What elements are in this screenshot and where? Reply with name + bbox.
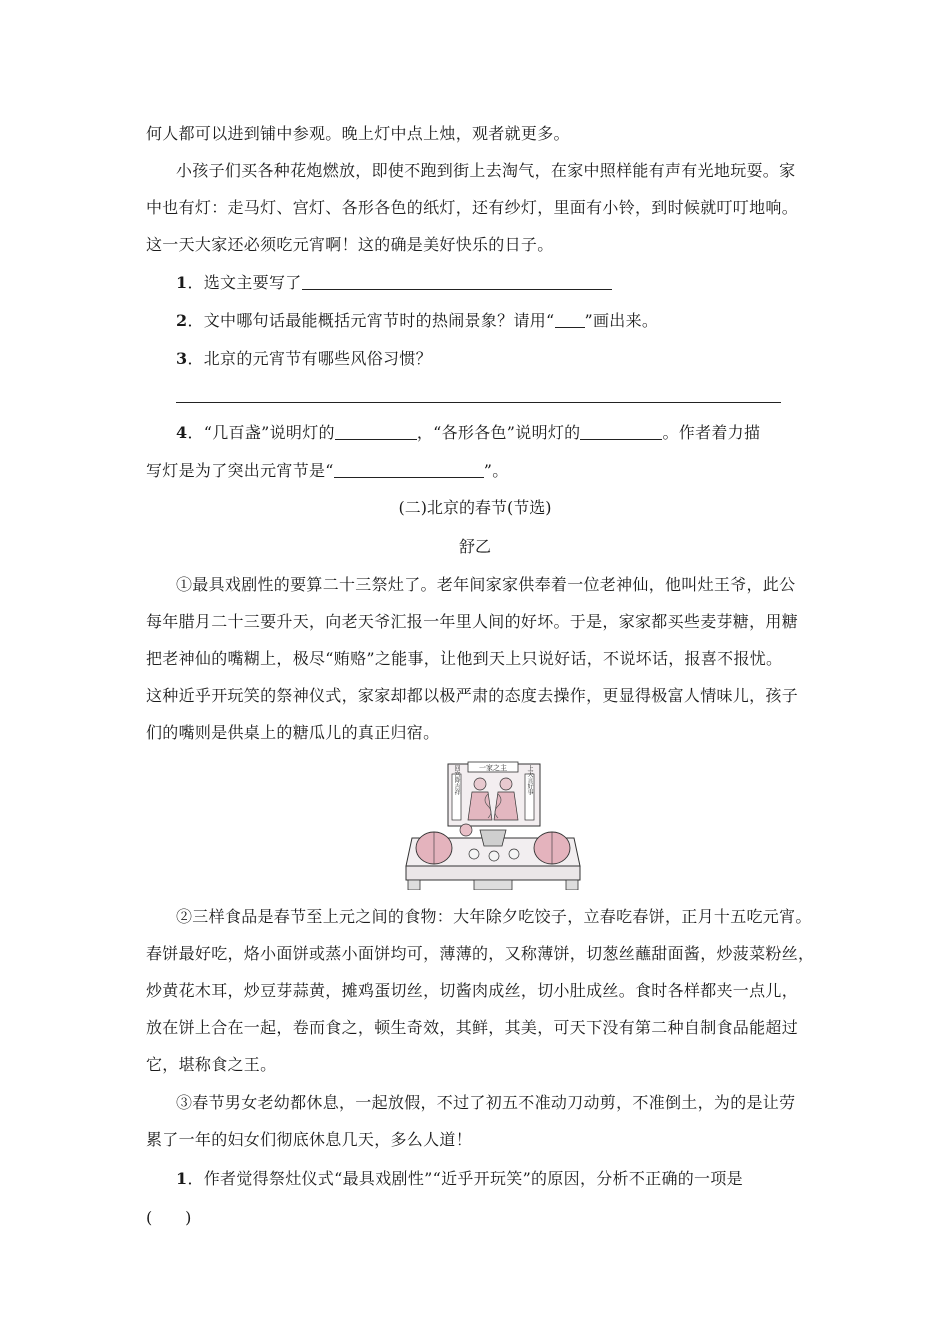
passage-line: ③春节男女老幼都休息，一起放假，不过了初五不准动刀动剪，不准倒土，为的是让劳 xyxy=(176,1093,796,1112)
right-couplet: 上天言好事 xyxy=(526,765,533,795)
passage-line: 把老神仙的嘴糊上，极尽“贿赂”之能事，让他到天上只说好话，不说坏话，报喜不报忧。 xyxy=(146,649,783,668)
question-number: 1 xyxy=(176,1169,188,1188)
answer-blank[interactable] xyxy=(580,423,662,440)
passage-line: 它，堪称食之王。 xyxy=(146,1055,277,1074)
question-1 xyxy=(176,1160,743,1198)
question-text: ，“各形各色”说明灯的 xyxy=(416,423,581,442)
passage-line: 这一天大家还必须吃元宵啊！这的确是美好快乐的日子。 xyxy=(146,235,554,254)
banner-text: 一家之主 xyxy=(479,764,507,772)
passage-line: 放在饼上合在一起，卷而食之，顿生奇效，其鲜，其美，可天下没有第二种自制食品能超过 xyxy=(146,1018,799,1037)
question-text: ．北京的元宵节有哪些风俗习惯？ xyxy=(187,349,432,368)
passage-line: 炒黄花木耳，炒豆芽蒜黄，摊鸡蛋切丝，切酱肉成丝，切小肚成丝。食时各样都夹一点儿， xyxy=(146,981,799,1000)
passage-line: 每年腊月二十三要升天，向老天爷汇报一年里人间的好坏。于是，家家都买些麦芽糖，用糖 xyxy=(146,612,799,631)
question-number: 4 xyxy=(176,423,188,442)
passage-line: 中也有灯：走马灯、宫灯、各形各色的纸灯，还有纱灯，里面有小铃，到时候就叮叮地响。 xyxy=(146,198,799,217)
question-text: 写灯是为了突出元宵节是“ xyxy=(146,461,334,480)
question-1 xyxy=(176,264,612,302)
passage-line: 们的嘴则是供桌上的糖瓜儿的真正归宿。 xyxy=(146,723,440,742)
question-number: 3 xyxy=(176,349,188,368)
answer-paren[interactable]: ( ) xyxy=(146,1208,192,1227)
question-4 xyxy=(176,414,760,452)
passage-line: 累了一年的妇女们彻底休息几天，多么人道！ xyxy=(146,1130,473,1149)
question-text: ”画出来。 xyxy=(584,311,659,330)
passage-line: ②三样食品是春节至上元之间的食物：大年除夕吃饺子，立春吃春饼，正月十五吃元宵。 xyxy=(176,907,812,926)
question-text: ．选文主要写了 xyxy=(187,273,302,292)
answer-blank[interactable] xyxy=(334,461,484,478)
question-number: 2 xyxy=(176,311,188,330)
question-text: 。作者着力描 xyxy=(662,423,761,442)
question-text: ．文中哪句话最能概括元宵节时的热闹景象？请用“ xyxy=(187,311,555,330)
left-couplet: 回宫降吉祥 xyxy=(453,765,460,795)
answer-blank[interactable] xyxy=(302,273,612,290)
passage-line: 这种近乎开玩笑的祭神仪式，家家却都以极严肃的态度去操作，更显得极富人情味儿，孩子 xyxy=(146,686,799,705)
passage-line: ①最具戏剧性的要算二十三祭灶了。老年间家家供奉着一位老神仙，他叫灶王爷，此公 xyxy=(176,575,796,594)
question-text: ．作者觉得祭灶仪式“最具戏剧性”“近乎开玩笑”的原因，分析不正确的一项是 xyxy=(187,1169,743,1188)
question-text: ．“几百盏”说明灯的 xyxy=(187,423,335,442)
passage-line: 何人都可以进到铺中参观。晚上灯中点上烛，观者就更多。 xyxy=(146,124,570,143)
section-author: 舒乙 xyxy=(458,537,491,556)
question-number: 1 xyxy=(176,273,188,292)
section-title: (二)北京的春节(节选) xyxy=(398,498,552,517)
underline-mark xyxy=(555,311,585,328)
question-4-cont xyxy=(146,452,509,490)
passage-line: 小孩子们买各种花炮燃放，即使不跑到街上去淘气，在家中照样能有声有光地玩耍。家 xyxy=(176,161,796,180)
kitchen-god-altar-illustration xyxy=(404,760,582,890)
passage-line: 春饼最好吃，烙小面饼或蒸小面饼均可，薄薄的，又称薄饼，切葱丝蘸甜面酱，炒菠菜粉丝， xyxy=(146,944,815,963)
question-text: ”。 xyxy=(483,461,509,480)
answer-blank[interactable] xyxy=(335,423,417,440)
answer-line[interactable] xyxy=(176,402,781,403)
question-3 xyxy=(176,340,432,378)
question-2 xyxy=(176,302,658,340)
